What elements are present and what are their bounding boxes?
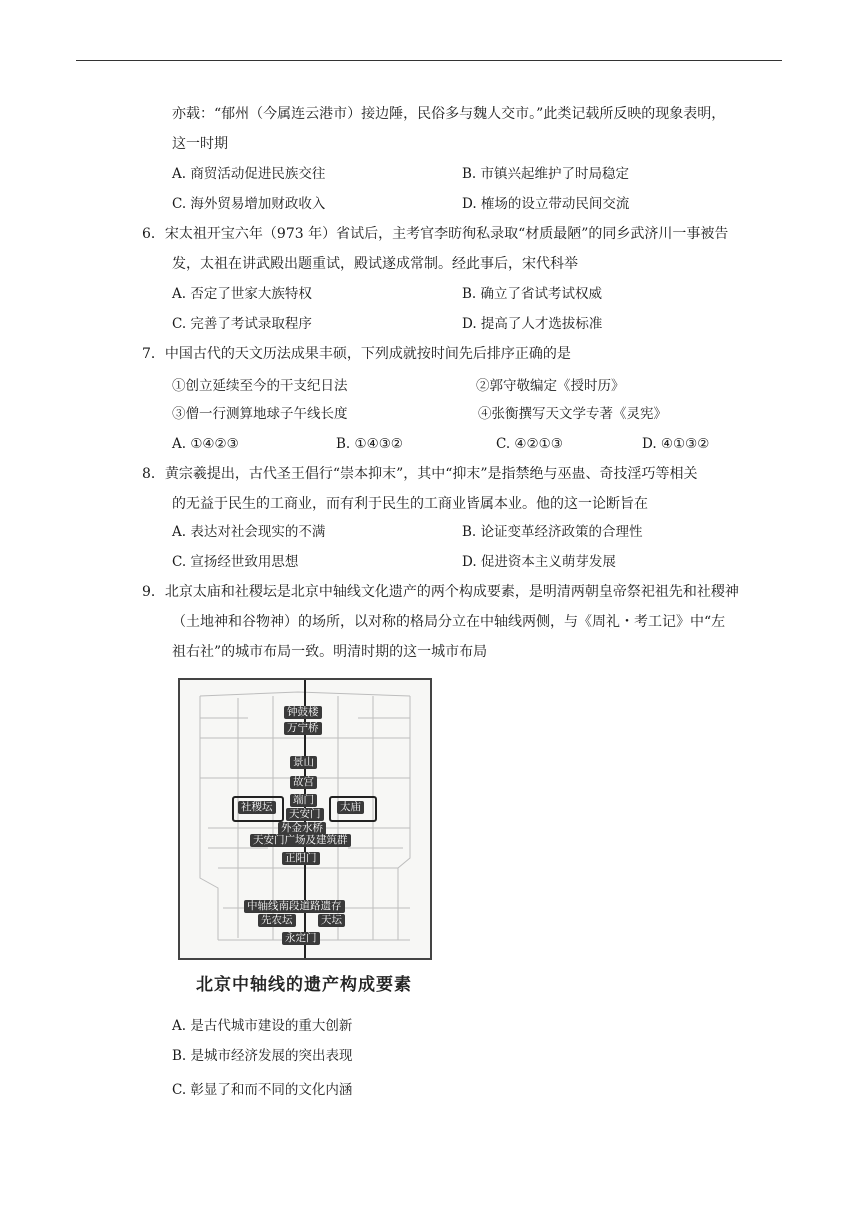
q9-option-a: A. 是古代城市建设的重大创新 xyxy=(172,1018,353,1034)
label-sheji: 社稷坛 xyxy=(238,801,276,814)
label-wanningqiao: 万宁桥 xyxy=(284,722,322,735)
label-jingshan: 景山 xyxy=(290,756,317,769)
q8-option-d: D. 促进资本主义萌芽发展 xyxy=(462,554,616,570)
q8-number: 8． xyxy=(142,466,165,482)
label-zhonggulou: 钟鼓楼 xyxy=(284,706,322,719)
q5-stem-line2: 这一时期 xyxy=(172,136,228,152)
q9-stem-line1 xyxy=(142,582,739,602)
label-waijinshuiqiao: 外金水桥 xyxy=(278,822,326,835)
q5-stem-line1: 亦载：“郁州（今属连云港市）接边陲，民俗多与魏人交市。”此类记载所反映的现象表明， xyxy=(172,106,726,122)
label-nanduan: 中轴线南段道路遗存 xyxy=(244,900,345,913)
q8-stem-text: 黄宗羲提出，古代圣王倡行“崇本抑末”，其中“抑末”是指禁绝与巫蛊、奇技淫巧等相关 xyxy=(164,466,698,482)
q6-stem-line2: 发，太祖在讲武殿出题重试，殿试遂成常制。经此事后，宋代科举 xyxy=(172,256,578,272)
q8-option-a: A. 表达对社会现实的不满 xyxy=(172,524,326,540)
q8-stem-line1 xyxy=(142,464,698,484)
label-taimiao: 太庙 xyxy=(337,801,364,814)
q7-option-d: D. ④①③② xyxy=(642,436,710,452)
label-yongdingmen: 永定门 xyxy=(282,932,320,945)
q9-option-b: B. 是城市经济发展的突出表现 xyxy=(172,1048,353,1064)
q9-number: 9． xyxy=(142,584,165,600)
label-tiananmen: 天安门 xyxy=(286,808,324,821)
q8-stem-line2: 的无益于民生的工商业，而有利于民生的工商业皆属本业。他的这一论断旨在 xyxy=(172,496,648,512)
q9-stem-text: 北京太庙和社稷坛是北京中轴线文化遗产的两个构成要素，是明清两朝皇帝祭祀祖先和社稷神 xyxy=(164,584,739,600)
q6-option-c: C. 完善了考试录取程序 xyxy=(172,316,312,332)
q6-option-b: B. 确立了省试考试权威 xyxy=(462,286,603,302)
q9-stem-line3: 祖右社”的城市布局一致。明清时期的这一城市布局 xyxy=(172,644,488,660)
q5-option-a: A. 商贸活动促进民族交往 xyxy=(172,166,326,182)
q8-option-c: C. 宣扬经世致用思想 xyxy=(172,554,299,570)
q5-option-c: C. 海外贸易增加财政收入 xyxy=(172,196,326,212)
beijing-central-axis-map xyxy=(178,678,432,960)
q9-stem-line2: （土地神和谷物神）的场所，以对称的格局分立在中轴线两侧，与《周礼・考工记》中“左 xyxy=(172,614,726,630)
q6-option-d: D. 提高了人才选拔标准 xyxy=(462,316,603,332)
q5-option-b: B. 市镇兴起维护了时局稳定 xyxy=(462,166,630,182)
q8-option-b: B. 论证变革经济政策的合理性 xyxy=(462,524,643,540)
q7-option-c: C. ④②①③ xyxy=(496,436,563,452)
label-duanmen: 端门 xyxy=(290,794,317,807)
label-xiannongtan: 先农坛 xyxy=(258,914,296,927)
q7-item-3: ③僧一行测算地球子午线长度 xyxy=(172,406,348,422)
label-guangchang: 天安门广场及建筑群 xyxy=(250,834,351,847)
q5-option-d: D. 榷场的设立带动民间交流 xyxy=(462,196,630,212)
q6-stem-line1 xyxy=(142,224,728,244)
label-tiantan: 天坛 xyxy=(318,914,345,927)
q7-option-a: A. ①④②③ xyxy=(172,436,239,452)
q7-item-2: ②郭守敬编定《授时历》 xyxy=(476,378,625,394)
q9-option-c: C. 彰显了和而不同的文化内涵 xyxy=(172,1082,353,1098)
q7-stem xyxy=(142,344,571,364)
header-rule xyxy=(76,60,782,61)
map-caption: 北京中轴线的遗产构成要素 xyxy=(196,975,412,995)
q7-item-1: ①创立延续至今的干支纪日法 xyxy=(172,378,348,394)
q7-stem-text: 中国古代的天文历法成果丰硕，下列成就按时间先后排序正确的是 xyxy=(164,346,571,362)
label-zhengyangmen: 正阳门 xyxy=(282,852,320,865)
q6-number: 6． xyxy=(142,226,165,242)
label-gugong: 故宫 xyxy=(290,776,317,789)
q6-option-a: A. 否定了世家大族特权 xyxy=(172,286,312,302)
q6-stem-text: 宋太祖开宝六年（973 年）省试后，主考官李昉徇私录取“材质最陋”的同乡武济川一事被告 xyxy=(164,226,729,242)
q7-option-b: B. ①④③② xyxy=(336,436,403,452)
q7-number: 7． xyxy=(142,346,165,362)
q7-item-4: ④张衡撰写天文学专著《灵宪》 xyxy=(478,406,667,422)
